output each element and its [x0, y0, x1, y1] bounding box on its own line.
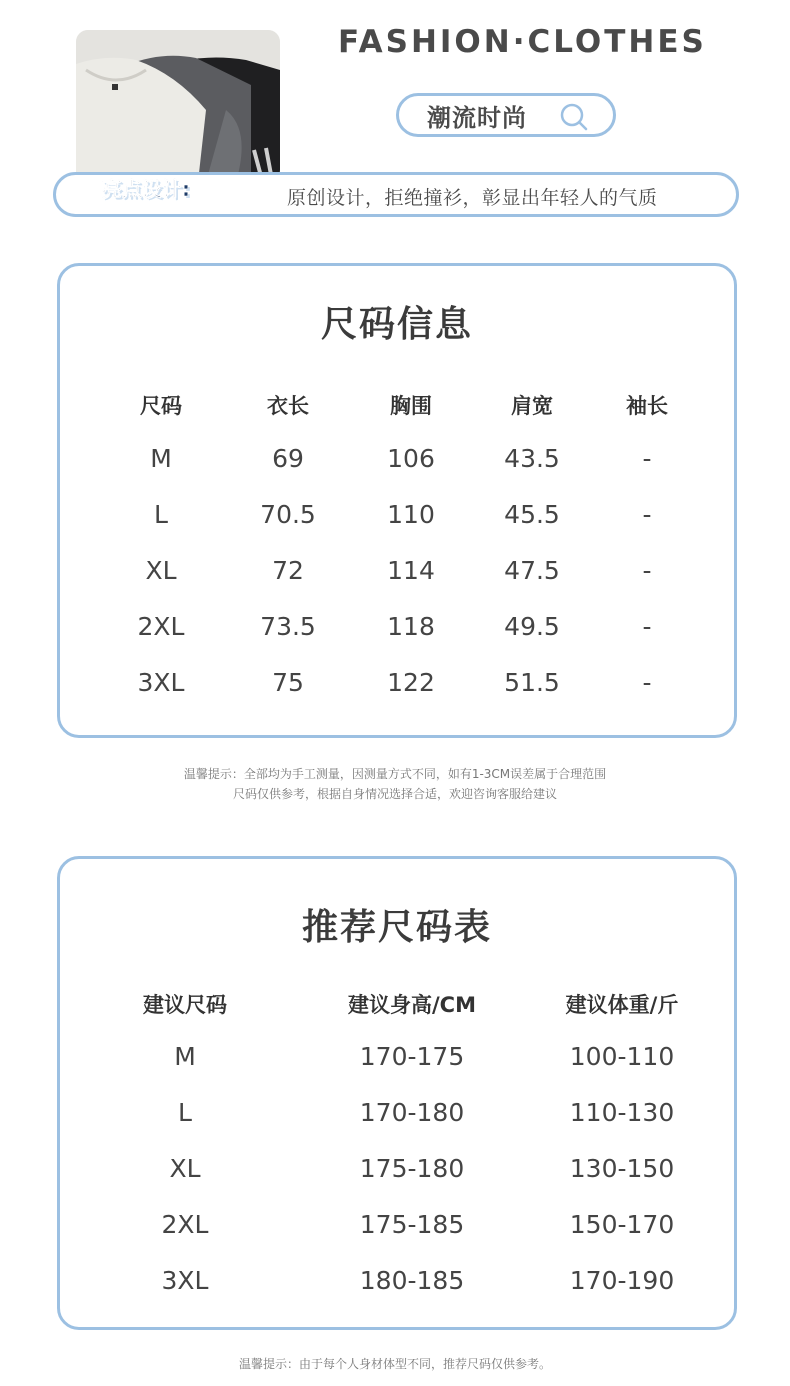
size-cell: 72 — [272, 556, 304, 585]
size-cell: 43.5 — [504, 444, 560, 473]
rec-cell: 150-170 — [569, 1210, 675, 1239]
size-cell: 114 — [387, 556, 435, 585]
size-info-title: 尺码信息 — [320, 304, 473, 345]
rec-cell: 2XL — [161, 1210, 209, 1239]
rec-cell: XL — [169, 1154, 201, 1183]
size-cell: - — [642, 612, 652, 641]
rec-header-weight: 建议体重/斤 — [565, 993, 679, 1017]
size-cell: 75 — [272, 668, 304, 697]
size-cell: 2XL — [137, 612, 185, 641]
rec-cell: 170-190 — [569, 1266, 675, 1295]
size-header-length: 衣长 — [267, 394, 309, 418]
size-cell: 70.5 — [260, 500, 316, 529]
size-cell: 106 — [387, 444, 435, 473]
recommended-size-title: 推荐尺码表 — [301, 907, 492, 948]
search-icon — [559, 102, 589, 136]
rec-cell: 3XL — [161, 1266, 209, 1295]
size-info-panel — [57, 263, 737, 738]
recommended-size-panel — [57, 856, 737, 1330]
search-pill[interactable] — [396, 93, 616, 137]
size-cell: 49.5 — [504, 612, 560, 641]
rec-cell: 180-185 — [359, 1266, 465, 1295]
size-cell: 110 — [387, 500, 435, 529]
rec-cell: 175-180 — [359, 1154, 465, 1183]
rec-cell: 130-150 — [569, 1154, 675, 1183]
size-header-sleeve: 袖长 — [626, 394, 668, 418]
size-cell: 51.5 — [504, 668, 560, 697]
rec-cell: 110-130 — [569, 1098, 675, 1127]
size-cell: 118 — [387, 612, 435, 641]
size-cell: 122 — [387, 668, 435, 697]
highlight-label: 亮点设计: — [102, 177, 190, 201]
size-cell: - — [642, 556, 652, 585]
size-cell: 73.5 — [260, 612, 316, 641]
brand-title: FASHION·CLOTHES — [338, 24, 707, 60]
size-cell: 47.5 — [504, 556, 560, 585]
rec-header-height: 建议身高/CM — [348, 993, 476, 1017]
highlight-text: 原创设计，拒绝撞衫，彰显出年轻人的气质 — [287, 187, 658, 209]
rec-header-size: 建议尺码 — [143, 993, 227, 1017]
search-text: 潮流时尚 — [427, 103, 527, 132]
size-header-chest: 胸围 — [390, 394, 432, 418]
product-photo — [76, 30, 280, 182]
size-note-line2: 尺码仅供参考，根据自身情况选择合适，欢迎咨询客服给建议 — [232, 787, 557, 801]
size-cell: 3XL — [137, 668, 185, 697]
rec-cell: 100-110 — [569, 1042, 675, 1071]
size-cell: L — [154, 500, 168, 529]
rec-cell: 170-175 — [359, 1042, 465, 1071]
rec-cell: 175-185 — [359, 1210, 465, 1239]
size-cell: - — [642, 668, 652, 697]
size-header-shoulder: 肩宽 — [511, 394, 553, 418]
rec-cell: 170-180 — [359, 1098, 465, 1127]
size-header-size: 尺码 — [140, 394, 182, 418]
size-cell: - — [642, 444, 652, 473]
size-cell: 45.5 — [504, 500, 560, 529]
size-cell: - — [642, 500, 652, 529]
recommended-size-note: 温馨提示：由于每个人身材体型不同，推荐尺码仅供参考。 — [238, 1357, 551, 1371]
rec-cell: M — [174, 1042, 196, 1071]
size-cell: 69 — [272, 444, 304, 473]
size-cell: M — [150, 444, 172, 473]
rec-cell: L — [178, 1098, 192, 1127]
size-cell: XL — [145, 556, 177, 585]
size-note-line1: 温馨提示：全部均为手工测量，因测量方式不同，如有1-3CM误差属于合理范围 — [183, 767, 607, 781]
